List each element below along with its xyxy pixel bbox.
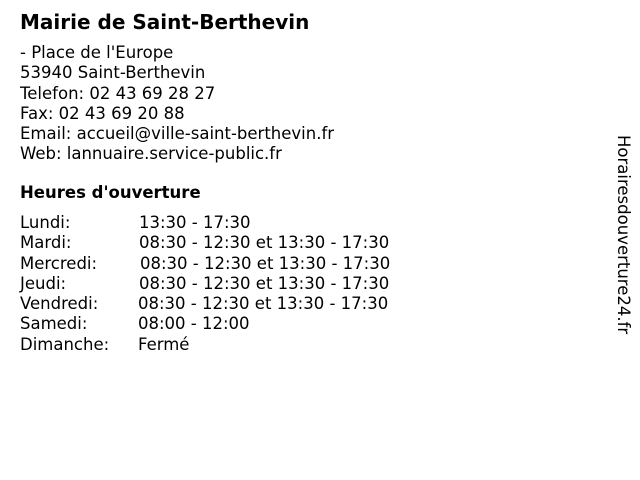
day-label: Lundi: <box>20 213 71 232</box>
day-label: Vendredi: <box>20 294 99 314</box>
time-value: Fermé <box>138 334 190 354</box>
email-line: Email: accueil@ville-saint-berthevin.fr <box>20 124 335 144</box>
day-label: Mardi: <box>20 233 72 253</box>
time-value: 08:00 - 12:00 <box>138 314 250 334</box>
time-value: 13:30 - 17:30 <box>139 213 251 232</box>
phone-line: Telefon: 02 43 69 28 27 <box>20 83 216 103</box>
side-brand-watermark <box>613 135 633 375</box>
time-value: 08:30 - 12:30 et 13:30 - 17:30 <box>139 233 390 253</box>
day-label: Mercredi: <box>20 253 98 273</box>
day-label: Samedi: <box>20 314 88 334</box>
page-title: Mairie de Saint-Berthevin <box>20 10 310 34</box>
address-block <box>20 43 334 165</box>
time-value: 08:30 - 12:30 et 13:30 - 17:30 <box>139 273 390 293</box>
time-value: 08:30 - 12:30 et 13:30 - 17:30 <box>138 294 389 314</box>
time-value: 08:30 - 12:30 et 13:30 - 17:30 <box>140 253 391 273</box>
hours-heading: Heures d'ouverture <box>20 183 201 202</box>
city-line: 53940 Saint-Berthevin <box>20 63 206 83</box>
day-label: Jeudi: <box>20 273 67 293</box>
web-line: Web: lannuaire.service-public.fr <box>20 144 282 164</box>
street-address: - Place de l'Europe <box>20 43 174 62</box>
day-label: Dimanche: <box>20 334 110 354</box>
side-brand-text: Horairesdouverture24.fr <box>614 135 633 335</box>
fax-line: Fax: 02 43 69 20 88 <box>20 103 185 123</box>
